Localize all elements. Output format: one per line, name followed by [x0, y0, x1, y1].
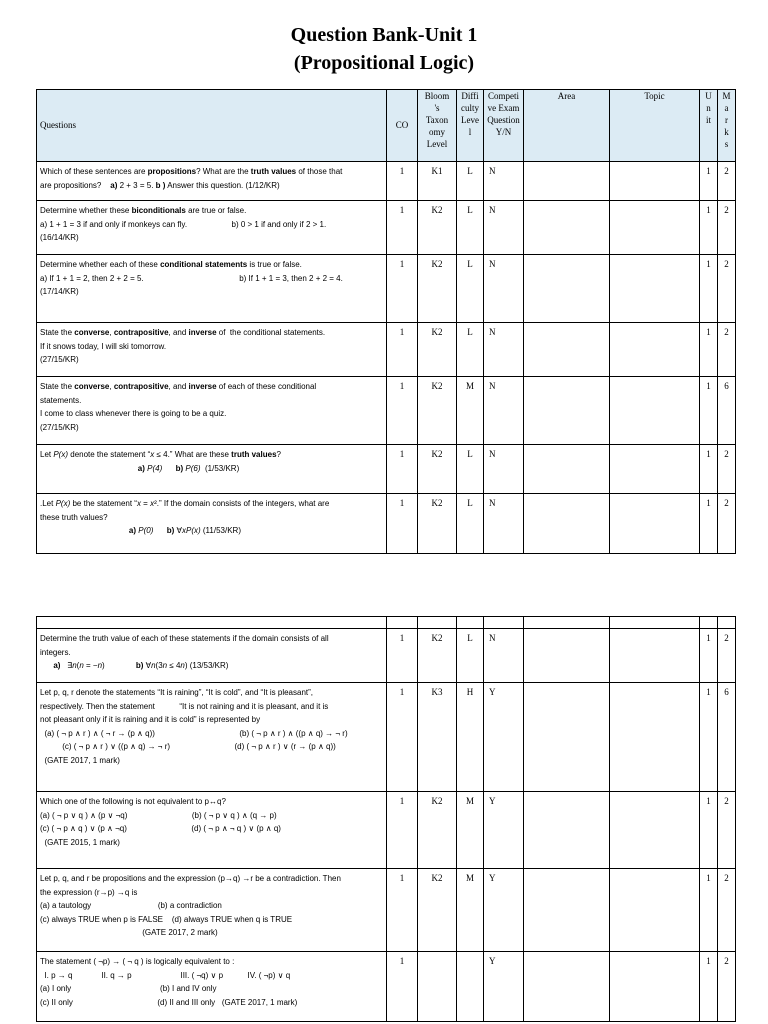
marks-value: 2: [718, 952, 736, 1022]
question-table-1: [36, 89, 736, 554]
co-value: 1: [387, 162, 418, 201]
question-line: (a) ( ¬ p ∨ q ) ∧ (p ∨ ¬q) (b) ( ¬ p ∨ q ) ∧ (q → p): [40, 810, 277, 820]
competitive-exam-flag: Y: [484, 869, 524, 952]
question-line: (a) a tautology (b) a contradiction: [40, 901, 222, 910]
question-line: I. p → q II. q → p III. ( ¬q) ∨ p IV. ( ¬p) ∨ q: [40, 970, 291, 980]
topic-cell: [610, 377, 700, 445]
question-text: [37, 201, 387, 255]
question-line: (c) always TRUE when p is FALSE (d) always TRUE when q is TRUE: [40, 914, 293, 924]
table-row: [37, 162, 736, 201]
bloom-level: K2: [418, 445, 457, 494]
difficulty-level: L: [457, 445, 484, 494]
table-row: [37, 201, 736, 255]
bloom-level: K2: [418, 494, 457, 554]
table-row: [37, 792, 736, 869]
co-value: 1: [387, 255, 418, 323]
unit-value: 1: [700, 494, 718, 554]
question-line: statements.: [40, 395, 82, 405]
question-line: (17/14/KR): [40, 287, 79, 296]
topic-cell: [610, 683, 700, 792]
header-line: Bloom: [424, 91, 450, 101]
header-line: n: [706, 103, 711, 113]
question-line: Determine whether each of these conditional statements is true or false.: [40, 260, 302, 269]
co-value: 1: [387, 201, 418, 255]
difficulty-level: M: [457, 869, 484, 952]
unit-value: 1: [700, 377, 718, 445]
table-row: [37, 629, 736, 683]
header-line: r: [725, 115, 728, 125]
question-line: a) ∃n(n = −n) b) ∀n(3n ≤ 4n) (13/53/KR): [53, 661, 229, 670]
header-marks: [718, 90, 736, 162]
question-text: [37, 792, 387, 869]
header-bloom: [418, 90, 457, 162]
question-table-2: [36, 616, 736, 1022]
area-cell: [524, 494, 610, 554]
question-text: [37, 629, 387, 683]
co-value: 1: [387, 323, 418, 377]
header-difficulty: [457, 90, 484, 162]
co-value: 1: [387, 445, 418, 494]
table-spacer-row: [37, 617, 736, 629]
question-text: [37, 323, 387, 377]
unit-value: 1: [700, 201, 718, 255]
table-row: [37, 952, 736, 1022]
question-line: .Let P(x) be the statement “x = x².” If the domain consists of the integers, what are: [40, 499, 330, 508]
marks-value: 2: [718, 494, 736, 554]
table-row: [37, 255, 736, 323]
question-line: integers.: [40, 647, 71, 657]
marks-value: 6: [718, 377, 736, 445]
header-line: M: [722, 91, 731, 101]
bloom-level: K2: [418, 323, 457, 377]
area-cell: [524, 255, 610, 323]
question-line: I come to class whenever there is going to be a quiz.: [40, 409, 227, 418]
question-line: (16/14/KR): [40, 233, 79, 242]
question-line: Which one of the following is not equivalent to p↔q?: [40, 797, 226, 806]
difficulty-level: L: [457, 323, 484, 377]
question-line: a) P(4) b) P(6) (1/53/KR): [137, 463, 240, 473]
unit-value: 1: [700, 869, 718, 952]
header-co: CO: [387, 90, 418, 162]
topic-cell: [610, 952, 700, 1022]
unit-value: 1: [700, 445, 718, 494]
header-line: Taxon: [425, 115, 449, 125]
table-row: [37, 377, 736, 445]
header-line: a: [724, 103, 729, 113]
competitive-exam-flag: Y: [484, 792, 524, 869]
header-line: Leve: [461, 115, 479, 125]
header-line: l: [468, 127, 472, 137]
question-text: [37, 255, 387, 323]
table-row: [37, 323, 736, 377]
question-text: [37, 952, 387, 1022]
header-line: Question: [487, 115, 520, 125]
area-cell: [524, 162, 610, 201]
co-value: 1: [387, 629, 418, 683]
page-title: Question Bank-Unit 1: [290, 24, 478, 46]
marks-value: 2: [718, 869, 736, 952]
unit-value: 1: [700, 255, 718, 323]
header-unit: [700, 90, 718, 162]
bloom-level: K2: [418, 869, 457, 952]
difficulty-level: M: [457, 792, 484, 869]
question-text: [37, 377, 387, 445]
question-line: The statement ( ¬p) → ( ¬ q ) is logically equivalent to :: [40, 957, 235, 966]
topic-cell: [610, 201, 700, 255]
area-cell: [524, 869, 610, 952]
unit-value: 1: [700, 952, 718, 1022]
header-line: U: [705, 91, 712, 101]
marks-value: 2: [718, 201, 736, 255]
table-row: [37, 683, 736, 792]
header-line: Competi: [488, 91, 519, 101]
question-line: (GATE 2017, 1 mark): [40, 755, 120, 765]
question-line: these truth values?: [40, 512, 108, 522]
question-text: [37, 869, 387, 952]
question-line: (a) ( ¬ p ∧ r ) ∧ ( ¬ r → (p ∧ q)) (b) ( ¬ p ∧ r ) ∧ ((p ∧ q) → ¬ r): [40, 728, 348, 738]
bloom-level: K2: [418, 201, 457, 255]
question-line: the expression (r→p) →q is: [40, 887, 138, 897]
question-line: (GATE 2015, 1 mark): [40, 837, 120, 847]
area-cell: [524, 952, 610, 1022]
difficulty-level: H: [457, 683, 484, 792]
question-text: [37, 494, 387, 554]
co-value: 1: [387, 952, 418, 1022]
co-value: 1: [387, 377, 418, 445]
header-line: Diffi: [461, 91, 479, 101]
competitive-exam-flag: N: [484, 629, 524, 683]
unit-value: 1: [700, 683, 718, 792]
difficulty-level: M: [457, 377, 484, 445]
question-text: [37, 445, 387, 494]
bloom-level: K2: [418, 792, 457, 869]
header-line: omy: [428, 127, 445, 137]
header-line: s: [724, 139, 729, 149]
marks-value: 2: [718, 255, 736, 323]
difficulty-level: L: [457, 255, 484, 323]
header-line: k: [724, 127, 729, 137]
question-line: are propositions? a) 2 + 3 = 5. b ) Answer this question. (1/12/KR): [40, 180, 280, 190]
question-line: (GATE 2017, 2 mark): [40, 928, 218, 937]
header-line: Level: [426, 139, 448, 149]
header-line: it: [705, 115, 711, 125]
competitive-exam-flag: N: [484, 201, 524, 255]
bloom-level: K2: [418, 377, 457, 445]
bloom-level: K1: [418, 162, 457, 201]
marks-value: 2: [718, 162, 736, 201]
topic-cell: [610, 162, 700, 201]
co-value: 1: [387, 869, 418, 952]
question-line: If it snows today, I will ski tomorrow.: [40, 341, 167, 351]
header-line: culty: [461, 103, 479, 113]
question-line: Let p, q, and r be propositions and the expression (p→q) →r be a contradiction. Then: [40, 874, 341, 883]
bloom-level: K3: [418, 683, 457, 792]
question-line: Determine whether these biconditionals are true or false.: [40, 206, 247, 215]
marks-value: 2: [718, 792, 736, 869]
co-value: 1: [387, 683, 418, 792]
difficulty-level: [457, 952, 484, 1022]
page-subtitle: (Propositional Logic): [293, 52, 475, 74]
question-line: State the converse, contrapositive, and inverse of the conditional statements.: [40, 328, 326, 337]
area-cell: [524, 377, 610, 445]
question-line: a) 1 + 1 = 3 if and only if monkeys can fly. b) 0 > 1 if and only if 2 > 1.: [40, 219, 327, 229]
co-value: 1: [387, 494, 418, 554]
table-row: [37, 445, 736, 494]
competitive-exam-flag: N: [484, 377, 524, 445]
marks-value: 2: [718, 323, 736, 377]
question-line: (c) ( ¬ p ∧ q ) ∨ (p ∧ ¬q) (d) ( ¬ p ∧ ¬ q ) ∨ (p ∧ q): [40, 824, 281, 833]
marks-value: 2: [718, 445, 736, 494]
competitive-exam-flag: N: [484, 445, 524, 494]
area-cell: [524, 683, 610, 792]
area-cell: [524, 445, 610, 494]
question-line: Let P(x) denote the statement “x ≤ 4.” What are these truth values?: [40, 450, 281, 459]
question-line: (27/15/KR): [40, 422, 79, 432]
marks-value: 6: [718, 683, 736, 792]
difficulty-level: L: [457, 629, 484, 683]
question-line: a) P(0) b) ∀xP(x) (11/53/KR): [128, 526, 241, 535]
question-line: State the converse, contrapositive, and inverse of each of these conditional: [40, 382, 317, 391]
difficulty-level: L: [457, 494, 484, 554]
competitive-exam-flag: Y: [484, 683, 524, 792]
question-line: Determine the truth value of each of these statements if the domain consists of all: [40, 634, 329, 643]
area-cell: [524, 323, 610, 377]
bloom-level: K2: [418, 255, 457, 323]
bloom-level: [418, 952, 457, 1022]
topic-cell: [610, 255, 700, 323]
header-line: 's: [434, 103, 440, 113]
table-header-row: [37, 90, 736, 162]
difficulty-level: L: [457, 201, 484, 255]
area-cell: [524, 792, 610, 869]
unit-value: 1: [700, 162, 718, 201]
competitive-exam-flag: N: [484, 162, 524, 201]
bloom-level: K2: [418, 629, 457, 683]
unit-value: 1: [700, 792, 718, 869]
question-line: not pleasant only if it is raining and it is cold” is represented by: [40, 715, 261, 724]
table-row: [37, 869, 736, 952]
competitive-exam-flag: N: [484, 255, 524, 323]
difficulty-level: L: [457, 162, 484, 201]
co-value: 1: [387, 792, 418, 869]
competitive-exam-flag: N: [484, 323, 524, 377]
table-row: [37, 494, 736, 554]
topic-cell: [610, 494, 700, 554]
topic-cell: [610, 792, 700, 869]
competitive-exam-flag: N: [484, 494, 524, 554]
area-cell: [524, 629, 610, 683]
header-competitive: [484, 90, 524, 162]
question-line: respectively. Then the statement “It is not raining and it is pleasant, and it is: [40, 701, 329, 711]
question-line: (27/15/KR): [40, 355, 79, 364]
marks-value: 2: [718, 629, 736, 683]
area-cell: [524, 201, 610, 255]
topic-cell: [610, 629, 700, 683]
unit-value: 1: [700, 629, 718, 683]
header-line: ve Exam: [487, 103, 520, 113]
competitive-exam-flag: Y: [484, 952, 524, 1022]
topic-cell: [610, 869, 700, 952]
topic-cell: [610, 445, 700, 494]
question-line: (c) ( ¬ p ∧ r ) ∨ ((p ∧ q) → ¬ r) (d) ( ¬ p ∧ r ) ∨ (r → (p ∧ q)): [40, 742, 336, 751]
question-line: Let p, q, r denote the statements “It is raining”, “It is cold”, and “It is pleasant”,: [40, 688, 314, 697]
question-line: a) If 1 + 1 = 2, then 2 + 2 = 5. b) If 1 + 1 = 3, then 2 + 2 = 4.: [40, 273, 343, 283]
header-area: Area: [524, 90, 610, 162]
question-line: (a) I only (b) I and IV only: [40, 984, 217, 993]
question-line: (c) II only (d) II and III only (GATE 2017, 1 mark): [40, 997, 298, 1007]
question-text: [37, 162, 387, 201]
header-topic: Topic: [610, 90, 700, 162]
question-line: Which of these sentences are propositions? What are the truth values of those that: [40, 167, 343, 176]
unit-value: 1: [700, 323, 718, 377]
header-line: Y/N: [495, 127, 512, 137]
question-text: [37, 683, 387, 792]
topic-cell: [610, 323, 700, 377]
header-questions: Questions: [37, 90, 387, 162]
